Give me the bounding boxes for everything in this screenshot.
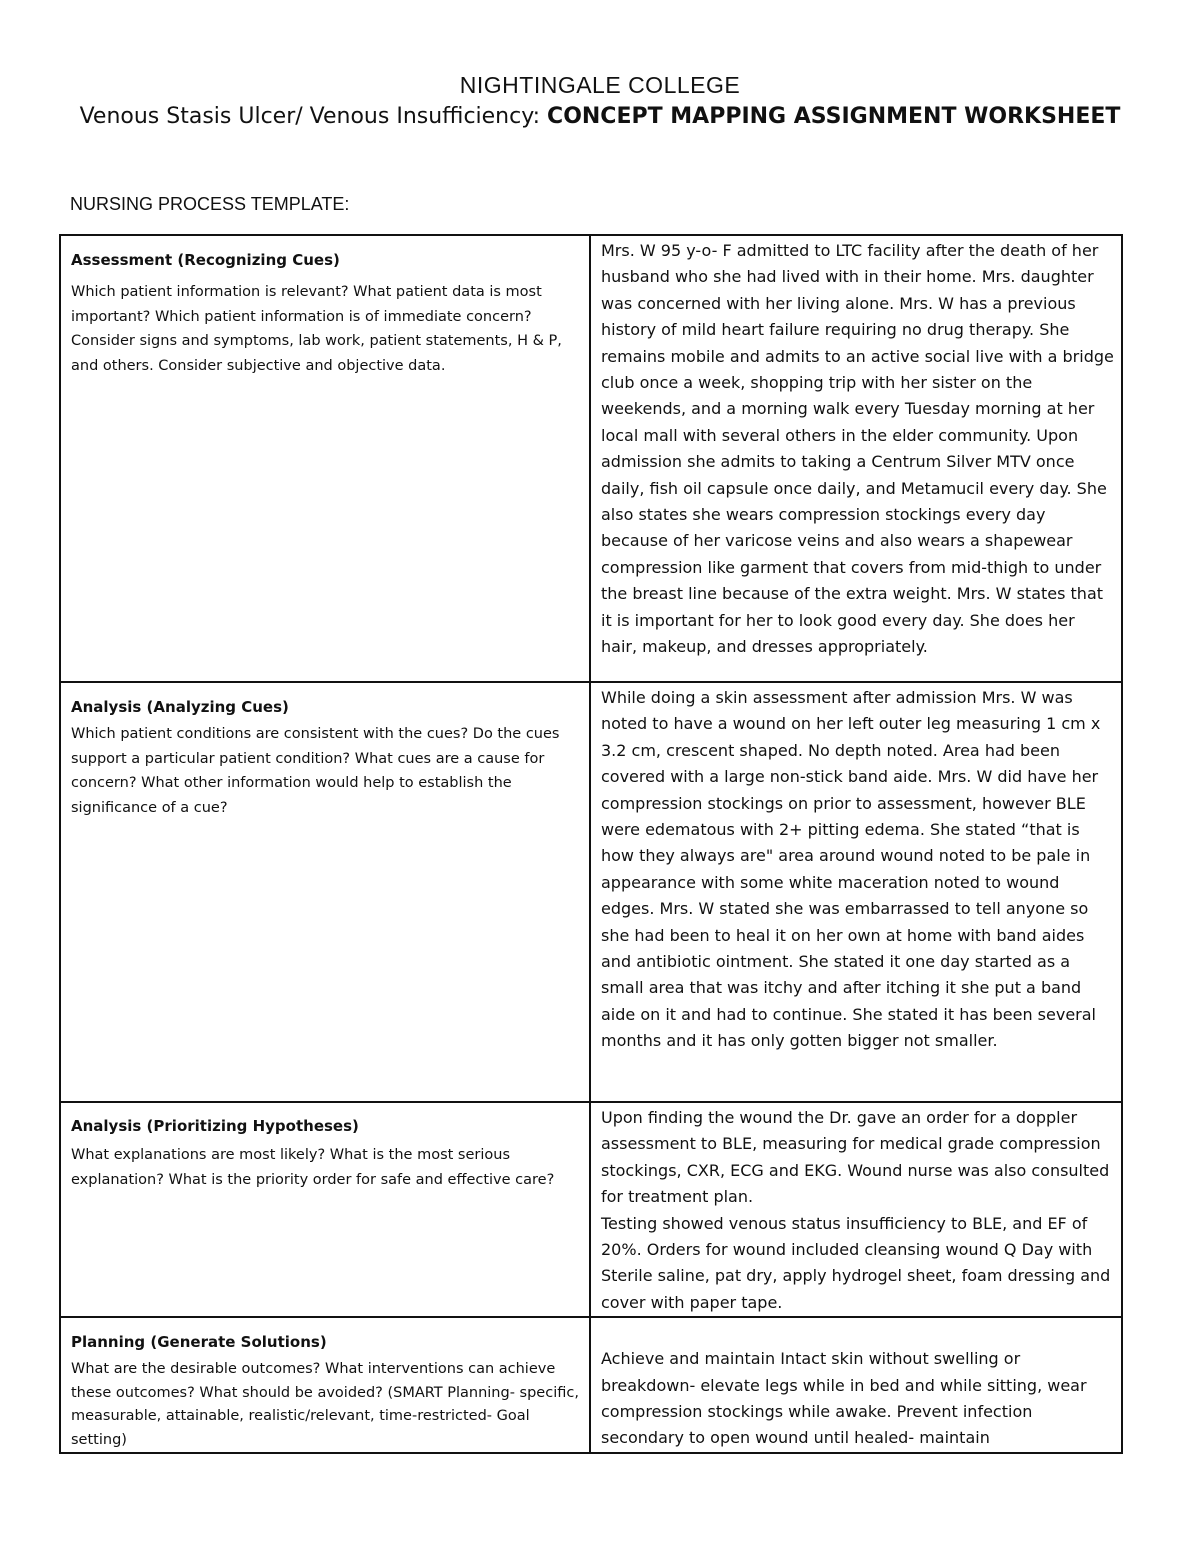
response-cell xyxy=(590,1102,1122,1317)
step-prompt: What explanations are most likely? What is the most serious explanation? What is the priority order for safe and effective care? xyxy=(71,1147,555,1188)
table-row xyxy=(60,1102,1122,1317)
document-title-topic: Venous Stasis Ulcer/ Venous Insufficiency: xyxy=(79,104,548,129)
response-cell xyxy=(590,235,1122,682)
step-title: Planning (Generate Solutions) xyxy=(71,1333,327,1352)
response-text: While doing a skin assessment after admission Mrs. W was noted to have a wound on her left outer leg measuring 1 cm x 3.2 cm, crescent shaped. No depth noted. Area had been covered with a large non-stick band aide. Mrs. W did have her compression stockings on prior to assessment, however BLE were edematous with 2+ pitting edema. She stated “that is how they always are" area around wound noted to be pale in appearance with some white maceration noted to wound edges. Mrs. W stated she was embarrassed to tell anyone so she had been to heal it on her own at home with band aides and antibiotic ointment. She stated it one day started as a small area that was itchy and after itching it she put a band aide on it and had to continue. She stated it has been several months and it has only gotten bigger not smaller. xyxy=(601,688,1101,1051)
response-text: Upon finding the wound the Dr. gave an order for a doppler assessment to BLE, measuring for medical grade compression stockings, CXR, ECG and EKG. Wound nurse was also consulted for treatment plan. xyxy=(601,1108,1110,1207)
table-row xyxy=(60,682,1122,1102)
page-header xyxy=(0,70,1200,133)
response-text: Mrs. W 95 y-o- F admitted to LTC facility after the death of her husband who she had lived with in their home. Mrs. daughter was concerned with her living alone. Mrs. W has a previous history of mild heart failure requiring no drug therapy. She remains mobile and admits to an active social live with a bridge club once a week, shopping trip with her sister on the weekends, and a morning walk every Tuesday morning at her local mall with several others in the elder community. Upon admission she admits to taking a Centrum Silver MTV once daily, fish oil capsule once daily, and Metamucil every day. She also states she wears compression stockings every day because of her varicose veins and also wears a shapewear compression like garment that covers from mid-thigh to under the breast line because of the extra weight. Mrs. W states that it is important for her to look good every day. She does her hair, makeup, and dresses appropriately. xyxy=(601,241,1114,657)
college-name: NIGHTINGALE COLLEGE xyxy=(459,72,741,98)
response-text: Testing showed venous status insufficiency to BLE, and EF of 20%. Orders for wound included cleansing wound Q Day with Sterile saline, pat dry, apply hydrogel sheet, foam dressing and cover with paper tape. xyxy=(601,1213,1111,1312)
step-prompt: Which patient information is relevant? What patient data is most important? Which patient information is of immediate concern? Consider signs and symptoms, lab work, patient statements, H & P, and others. Consider subjective and objective data. xyxy=(71,284,562,374)
step-prompt: Which patient conditions are consistent with the cues? Do the cues support a particular patient condition? What cues are a cause for concern? What other information would help to establish the significance of a cue? xyxy=(71,726,560,816)
step-title: Assessment (Recognizing Cues) xyxy=(71,251,340,269)
response-cell xyxy=(590,682,1122,1102)
step-title: Analysis (Prioritizing Hypotheses) xyxy=(71,1117,359,1135)
step-cell xyxy=(60,1102,590,1317)
step-prompt: What are the desirable outcomes? What interventions can achieve these outcomes? What should be avoided? (SMART Planning- specific, measurable, attainable, realistic/relevant, time-restricted- Goal setting) xyxy=(71,1361,579,1448)
response-cell xyxy=(590,1317,1122,1453)
nursing-process-table xyxy=(59,234,1123,1454)
table-row xyxy=(60,235,1122,682)
response-text: Achieve and maintain Intact skin without swelling or breakdown- elevate legs while in bed and while sitting, wear compression stockings while awake. Prevent infection secondary to open wound until healed- maintain xyxy=(601,1349,1087,1448)
step-cell xyxy=(60,682,590,1102)
document-title-assignment: CONCEPT MAPPING ASSIGNMENT WORKSHEET xyxy=(547,104,1121,129)
step-cell xyxy=(60,235,590,682)
template-label: NURSING PROCESS TEMPLATE: xyxy=(70,194,350,214)
table-row xyxy=(60,1317,1122,1453)
step-cell xyxy=(60,1317,590,1453)
step-title: Analysis (Analyzing Cues) xyxy=(71,698,289,716)
document-title xyxy=(0,101,1200,133)
